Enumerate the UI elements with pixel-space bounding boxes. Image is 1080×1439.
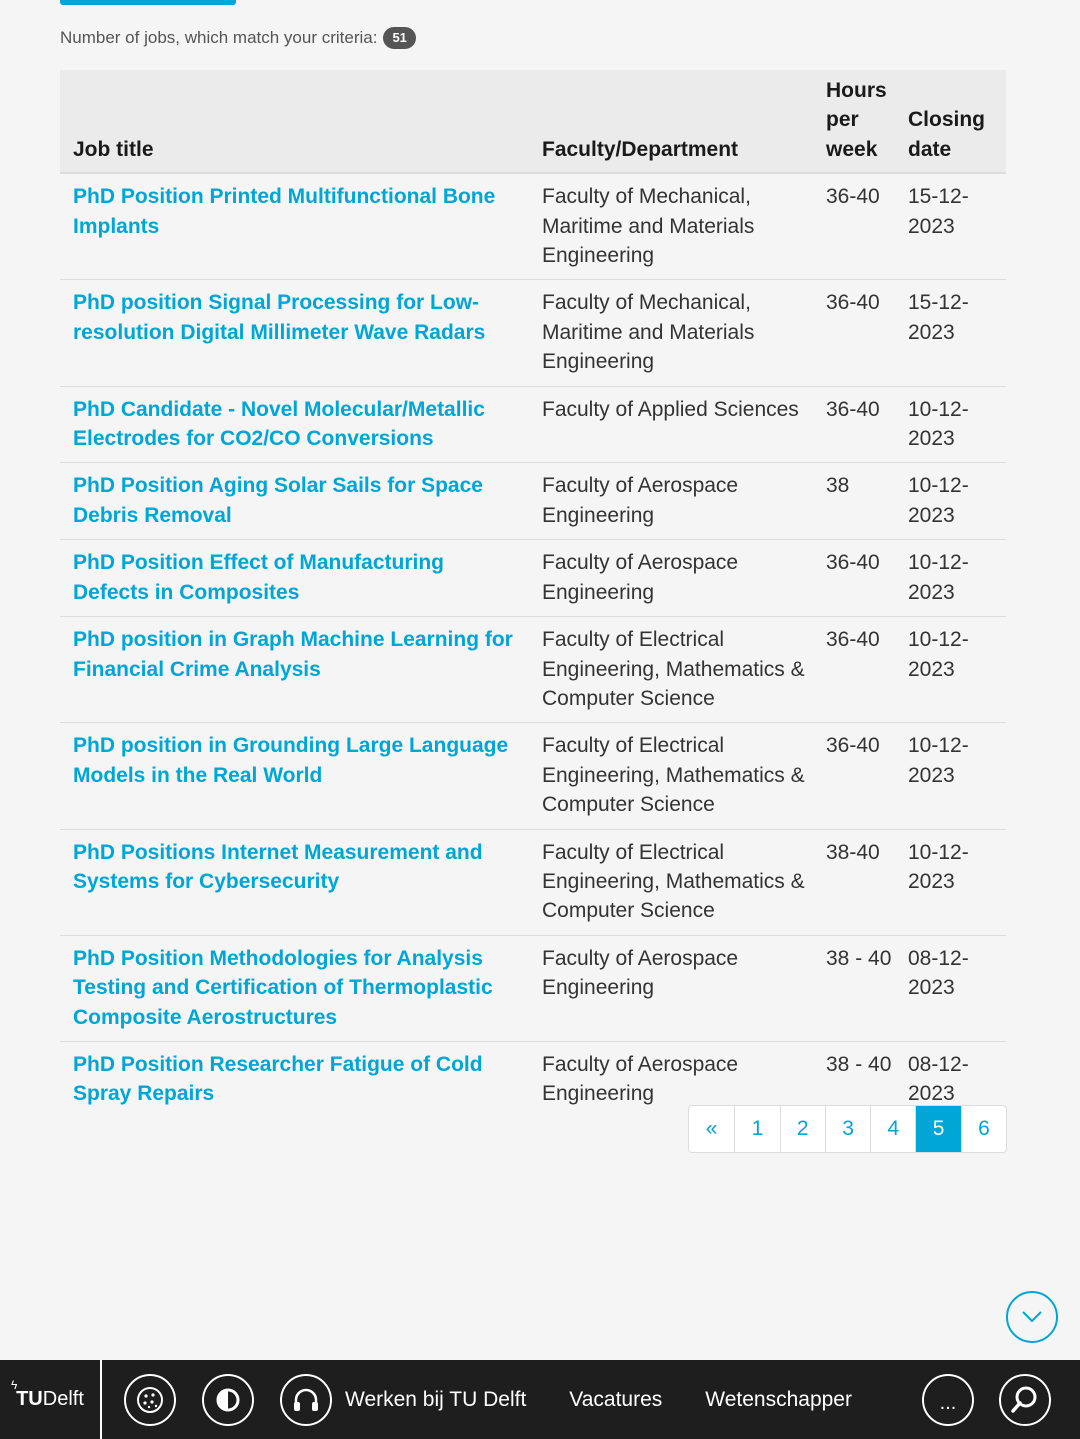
cookie-icon	[135, 1385, 165, 1415]
faculty-cell: Faculty of Applied Sciences	[542, 397, 799, 421]
closing-date-cell: 10-12-2023	[908, 474, 969, 527]
pagination-page-1[interactable]: 1	[734, 1106, 779, 1152]
flame-icon: ϟ	[11, 1378, 18, 1392]
faculty-cell: Faculty of Aerospace Engineering	[542, 1052, 739, 1106]
table-row	[60, 935, 1006, 1041]
closing-date-cell: 10-12-2023	[908, 840, 969, 893]
pagination-page-3[interactable]: 3	[825, 1106, 870, 1152]
search-button[interactable]	[999, 1374, 1051, 1426]
contrast-button[interactable]	[202, 1374, 254, 1426]
contrast-icon	[214, 1386, 242, 1414]
hours-cell: 38	[826, 474, 850, 498]
headphones-icon	[291, 1385, 321, 1415]
table-row	[60, 617, 1006, 723]
table-row	[60, 173, 1006, 280]
faculty-cell: Faculty of Aerospace Engineering	[542, 474, 739, 527]
job-title-cell	[60, 280, 529, 386]
hours-cell: 36-40	[826, 185, 880, 209]
job-title-cell	[60, 723, 529, 829]
job-count-badge: 51	[383, 27, 415, 49]
job-title-cell	[60, 1041, 529, 1117]
search-icon	[1009, 1384, 1041, 1416]
faculty-cell: Faculty of Aerospace Engineering	[542, 946, 739, 1000]
more-icon: ...	[939, 1391, 957, 1414]
logo-tu: TU	[16, 1388, 43, 1410]
job-title-link[interactable]: PhD Position Effect of Manufacturing Defects in Composites	[73, 551, 444, 604]
table-row	[60, 829, 1006, 935]
job-title-cell	[60, 935, 529, 1041]
job-title-cell	[60, 173, 529, 280]
hours-cell: 38-40	[826, 840, 880, 864]
faculty-cell: Faculty of Electrical Engineering, Mathematics & Computer Science	[542, 734, 805, 817]
closing-date-cell: 10-12-2023	[908, 397, 969, 451]
faculty-cell: Faculty of Electrical Engineering, Mathematics & Computer Science	[542, 628, 805, 710]
nav-werken-bij-tu-delft[interactable]: Werken bij TU Delft	[345, 1387, 527, 1411]
pagination	[688, 1105, 1007, 1153]
closing-date-cell: 15-12-2023	[908, 291, 969, 344]
hours-cell: 36-40	[826, 551, 880, 575]
faculty-cell: Faculty of Electrical Engineering, Mathematics & Computer Science	[542, 840, 805, 923]
hours-cell: 36-40	[826, 397, 880, 421]
closing-date-cell: 10-12-2023	[908, 734, 969, 787]
cookie-button[interactable]	[124, 1374, 176, 1426]
top-accent-bar	[60, 0, 236, 5]
hours-cell: 38 - 40	[826, 1052, 892, 1076]
closing-date-cell: 08-12-2023	[908, 946, 969, 1000]
table-row	[60, 463, 1006, 540]
job-title-cell	[60, 540, 529, 617]
footer-bar	[0, 1360, 1080, 1439]
pagination-prev-button[interactable]: «	[705, 1117, 718, 1140]
scroll-down-button[interactable]	[1006, 1291, 1058, 1343]
job-title-link[interactable]: PhD Position Methodologies for Analysis Testing and Certification of Thermoplastic Composite Aerostructures	[73, 946, 493, 1029]
job-count	[60, 26, 416, 50]
pagination-page-5[interactable]: 5	[915, 1106, 960, 1152]
nav-wetenschapper[interactable]: Wetenschapper	[705, 1387, 852, 1411]
table-row	[60, 280, 1006, 386]
faculty-cell: Faculty of Mechanical, Maritime and Materials Engineering	[542, 185, 755, 268]
more-menu-button[interactable]	[922, 1374, 974, 1426]
job-title-cell	[60, 617, 529, 723]
pagination-page-6[interactable]: 6	[961, 1106, 1006, 1152]
job-title-cell	[60, 386, 529, 463]
faculty-cell: Faculty of Mechanical, Maritime and Materials Engineering	[542, 291, 755, 374]
job-title-cell	[60, 463, 529, 540]
job-title-link[interactable]: PhD position in Grounding Large Language Models in the Real World	[73, 734, 509, 787]
job-title-link[interactable]: PhD Position Printed Multifunctional Bone Implants	[73, 185, 496, 238]
closing-date-cell: 10-12-2023	[908, 628, 969, 681]
headphones-button[interactable]	[280, 1374, 332, 1426]
table-row	[60, 386, 1006, 463]
hours-cell: 36-40	[826, 628, 880, 652]
logo-delft: Delft	[42, 1388, 84, 1410]
closing-date-cell: 08-12-2023	[908, 1052, 969, 1106]
job-title-link[interactable]: PhD Position Aging Solar Sails for Space Debris Removal	[73, 474, 483, 527]
table-row	[60, 723, 1006, 829]
tu-delft-logo[interactable]	[0, 1360, 102, 1439]
faculty-cell: Faculty of Aerospace Engineering	[542, 551, 739, 604]
closing-date-cell: 15-12-2023	[908, 185, 969, 238]
pagination-page-2[interactable]: 2	[780, 1106, 825, 1152]
job-title-link[interactable]: PhD Positions Internet Measurement and Systems for Cybersecurity	[73, 840, 483, 893]
header-faculty: Faculty/Department	[542, 137, 739, 161]
hours-cell: 36-40	[826, 734, 880, 758]
job-title-link[interactable]: PhD Position Researcher Fatigue of Cold Spray Repairs	[73, 1052, 483, 1106]
hours-cell: 36-40	[826, 291, 880, 315]
table-header-row	[60, 70, 1006, 173]
header-hours: Hours per week	[826, 79, 887, 161]
job-title-link[interactable]: PhD position Signal Processing for Low-resolution Digital Millimeter Wave Radars	[73, 291, 486, 344]
job-count-label: Number of jobs, which match your criteria:	[60, 28, 378, 47]
hours-cell: 38 - 40	[826, 946, 892, 970]
jobs-table	[60, 70, 1006, 1118]
job-title-link[interactable]: PhD position in Graph Machine Learning for Financial Crime Analysis	[73, 628, 513, 681]
table-row	[60, 540, 1006, 617]
closing-date-cell: 10-12-2023	[908, 551, 969, 604]
header-job-title: Job title	[73, 137, 154, 161]
pagination-page-4[interactable]: 4	[870, 1106, 915, 1152]
nav-vacatures[interactable]: Vacatures	[569, 1387, 663, 1411]
job-title-cell	[60, 829, 529, 935]
header-closing-date: Closing date	[908, 108, 985, 161]
job-title-link[interactable]: PhD Candidate - Novel Molecular/Metallic Electrodes for CO2/CO Conversions	[73, 397, 485, 451]
chevron-down-icon	[1021, 1310, 1043, 1324]
